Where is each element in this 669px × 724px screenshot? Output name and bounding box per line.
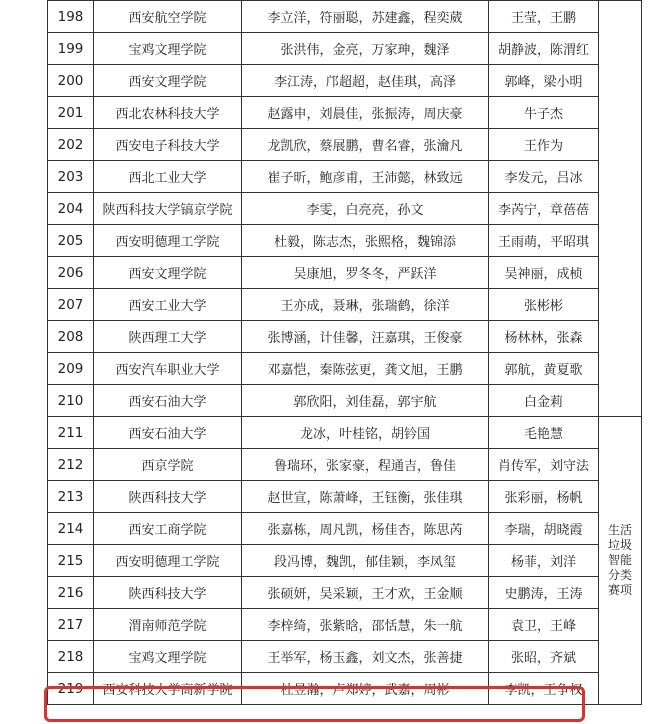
school-cell: 西安文理学院 [94,257,242,289]
advisors-cell: 王作为 [489,129,599,161]
table-row [48,161,642,193]
row-number: 215 [48,545,94,577]
row-number: 205 [48,225,94,257]
students-cell: 张硕妍，吴采颖，王才欢，王金顺 [242,577,489,609]
school-cell: 西安航空学院 [94,1,242,33]
students-cell: 李立洋，符丽聪，苏建鑫，程奕葳 [242,1,489,33]
advisors-cell: 张彬彬 [489,289,599,321]
students-cell: 邓嘉恺，秦陈弦更，龚文旭，王鹏 [242,353,489,385]
students-cell: 赵世宣，陈萧峰，王钰衡，张佳琪 [242,481,489,513]
row-number: 209 [48,353,94,385]
row-number: 219 [48,673,94,705]
school-cell: 宝鸡文理学院 [94,33,242,65]
table-row [48,641,642,673]
table-row [48,65,642,97]
row-number: 211 [48,417,94,449]
students-cell: 鲁瑞环，张家豪，程通吉，鲁佳 [242,449,489,481]
students-cell: 李雯，白亮亮，孙文 [242,193,489,225]
school-cell: 西安工商学院 [94,513,242,545]
row-number: 218 [48,641,94,673]
school-cell: 西安电子科技大学 [94,129,242,161]
school-cell: 西安明德理工学院 [94,225,242,257]
table-row [48,577,642,609]
students-cell: 龙凯欣，蔡展鹏，曹名睿，张瀹凡 [242,129,489,161]
advisors-cell: 肖传军，刘守法 [489,449,599,481]
school-cell: 陕西科技大学 [94,481,242,513]
advisors-cell: 王莹，王鹏 [489,1,599,33]
advisors-cell: 杨林林，张森 [489,321,599,353]
table-row [48,481,642,513]
advisors-cell: 郭峰，梁小明 [489,65,599,97]
table-row [48,417,642,449]
table-row [48,33,642,65]
students-cell: 张博涵，计佳馨，汪嘉琪，王俊豪 [242,321,489,353]
table-row [48,353,642,385]
advisors-cell: 张昭，齐斌 [489,641,599,673]
school-cell: 陕西理工大学 [94,321,242,353]
school-cell: 陕西科技大学 [94,577,242,609]
row-number: 198 [48,1,94,33]
students-cell: 王亦成，聂琳，张瑞鹤，徐洋 [242,289,489,321]
school-cell: 西安文理学院 [94,65,242,97]
school-cell: 陕西科技大学镐京学院 [94,193,242,225]
table-row [48,385,642,417]
students-cell: 李梓绮，张紫晗，邵恬慧，朱一航 [242,609,489,641]
school-cell: 西北工业大学 [94,161,242,193]
advisors-cell: 白金莉 [489,385,599,417]
school-cell: 西京学院 [94,449,242,481]
school-cell: 西北农林科技大学 [94,97,242,129]
table-row [48,1,642,33]
table-row [48,321,642,353]
advisors-cell: 吴神丽，成桢 [489,257,599,289]
table-row [48,257,642,289]
students-cell: 王举军，杨玉鑫，刘文杰，张善捷 [242,641,489,673]
row-number: 206 [48,257,94,289]
students-cell: 张嘉栋，周凡凯，杨佳杏，陈思芮 [242,513,489,545]
school-cell: 西安石油大学 [94,385,242,417]
row-number: 199 [48,33,94,65]
students-cell: 崔子昕，鲍彦甫，王沛懿，林致远 [242,161,489,193]
row-number: 204 [48,193,94,225]
advisors-cell: 李芮宁，章蓓蓓 [489,193,599,225]
advisors-cell: 李发元，吕冰 [489,161,599,193]
awards-table [47,0,642,705]
table-row [48,513,642,545]
advisors-cell: 袁卫，王峰 [489,609,599,641]
row-number: 202 [48,129,94,161]
row-number: 201 [48,97,94,129]
advisors-cell: 李凯，王争权 [489,673,599,705]
advisors-cell: 李瑞，胡晓霞 [489,513,599,545]
students-cell: 赵露申，刘晨佳，张振涛，周庆豪 [242,97,489,129]
table-row [48,545,642,577]
students-cell: 张洪伟，金亮，万家珅，魏泽 [242,33,489,65]
advisors-cell: 杨菲，刘洋 [489,545,599,577]
advisors-cell: 胡静波，陈渭红 [489,33,599,65]
row-number: 200 [48,65,94,97]
advisors-cell: 史鹏涛，王涛 [489,577,599,609]
students-cell: 郭欣阳，刘佳磊，郭宇航 [242,385,489,417]
school-cell: 宝鸡文理学院 [94,641,242,673]
school-cell: 渭南师范学院 [94,609,242,641]
advisors-cell: 王雨萌，平昭琪 [489,225,599,257]
row-number: 210 [48,385,94,417]
row-number: 214 [48,513,94,545]
students-cell: 段冯博，魏凯，郁佳颖，李凤玺 [242,545,489,577]
table-row [48,129,642,161]
row-number: 212 [48,449,94,481]
table-row [48,609,642,641]
category-label: 生活垃圾智能分类赛项 [607,523,632,597]
school-cell: 西安汽车职业大学 [94,353,242,385]
category-cell-previous [599,1,642,417]
table-row [48,97,642,129]
table-row [48,289,642,321]
table-row [48,225,642,257]
school-cell: 西安科技大学高新学院 [94,673,242,705]
row-number: 207 [48,289,94,321]
school-cell: 西安明德理工学院 [94,545,242,577]
advisors-cell: 牛子杰 [489,97,599,129]
awards-table-body [48,1,642,705]
row-number: 208 [48,321,94,353]
row-number: 216 [48,577,94,609]
school-cell: 西安工业大学 [94,289,242,321]
category-cell [599,417,642,705]
table-row [48,449,642,481]
advisors-cell: 毛艳慧 [489,417,599,449]
row-number: 203 [48,161,94,193]
advisors-cell: 郭航，黄夏歌 [489,353,599,385]
table-row [48,193,642,225]
advisors-cell: 张彩丽，杨帆 [489,481,599,513]
students-cell: 杜昱瀚，卢郑婷，武嘉，周彬 [242,673,489,705]
row-number: 213 [48,481,94,513]
school-cell: 西安石油大学 [94,417,242,449]
students-cell: 龙冰，叶桂铭，胡钤国 [242,417,489,449]
row-number: 217 [48,609,94,641]
students-cell: 李江涛，邝超超，赵佳琪，高泽 [242,65,489,97]
students-cell: 吴康旭，罗冬冬，严跃洋 [242,257,489,289]
students-cell: 杜毅，陈志杰，张熙格，魏锦添 [242,225,489,257]
table-row [48,673,642,705]
